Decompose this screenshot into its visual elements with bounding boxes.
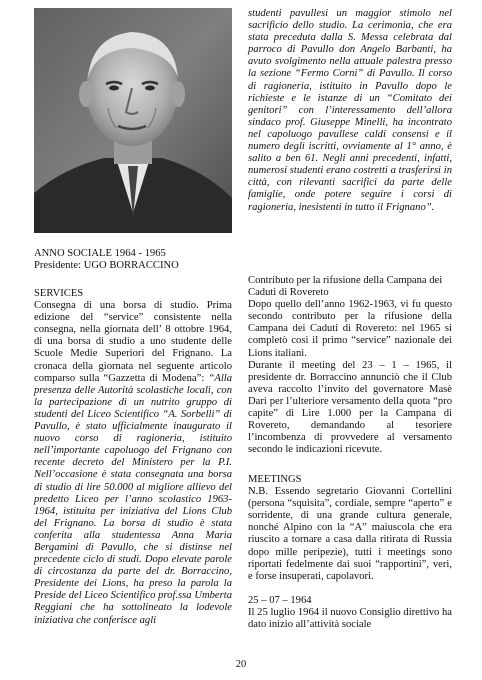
quote-continuation-text: studenti pavullesi un maggior stimolo nel sacrificio dello studio. La cerimonia, che era stata preceduta dalla S. Messa celebrata dal parroco di Pavullo don Angelo Barbanti, ha avuto svolgimento nella attuale palestra presso la sezione “Fermo Corni” di Pavullo. Il corso di ragioneria, istituito in Pavullo dopo le richieste e le istanze di un “Comitato dei genitori” con l’interessamento dell’allora sindaco prof. Giuseppe Minelli, ha incontrato nel capoluogo pavullese caldi consensi e il numero degli iscritti, ovviamente al 1° anno, è salito a ben 61. Negli anni precedenti, infatti, numerosi studenti erano costretti a trasferirsi in città, con rilevanti sacrifici da parte delle famiglie, onde potere seguire i corsi di ragioneria, inesistenti in tutto il Frignano”. xyxy=(248,8,452,213)
meetings-section xyxy=(248,474,452,631)
campana-body2: Durante il meeting del 23 – 1 – 1965, il presidente dr. Borraccino annunciò che il Club aveva raccolto l’invito del governatore Masè Dari per l’ulteriore versamento della quota “pro capite” di Lire 1.000 per la Campana di Rovereto, demandando al tesoriere l’incombenza di provvedere al versamento secondo le indicazioni ricevute. xyxy=(248,359,452,456)
services-body xyxy=(34,300,232,627)
campana-section xyxy=(248,275,452,456)
services-title: SERVICES xyxy=(34,288,84,299)
campana-body: Dopo quello dell’anno 1962-1963, vi fu questo secondo contributo per la rifusione della Campana dei Caduti di Rovereto: nel 1965 si completò così il primo “service” nazionale dei Lions italiani. xyxy=(248,299,452,359)
meetings-title: MEETINGS xyxy=(248,474,302,485)
anno-sociale-heading: ANNO SOCIALE 1964 - 1965 xyxy=(34,248,166,259)
meetings-date: 25 – 07 – 1964 xyxy=(248,594,312,606)
services-body-normal: Consegna di una borsa di studio. Prima edizione del “service” consistente nella consegna, nella giornata dell’ 8 ottobre 1964, di una borsa di studio a uno studente delle Scuole Medie Superiori del Frignano. La cronaca della giornata nel seguente articolo comparso sulla “Gazzetta di Modena”: xyxy=(34,300,232,384)
presidente-line: Presidente: UGO BORRACCINO xyxy=(34,260,179,272)
meetings-last: Il 25 luglio 1964 il nuovo Consiglio direttivo ha dato inizio all’attività sociale xyxy=(248,606,452,631)
meetings-body: N.B. Essendo segretario Giovanni Cortellini (persona “squisita”, cordiale, sempre “aperto” e sorridente, di una grande cultura generale, nonché Alpino con la “A” maiuscola che era riuscito a tornare a casa dalla ritirata di Russia dopo mille peripezie), tutti i meetings sono riportati fedelmente dai suoi “rapportini”, veri, e forse insuperati, capolavori. xyxy=(248,486,452,582)
campana-intro: Contributo per la rifusione della Campana dei Caduti di Rovereto xyxy=(248,275,443,299)
services-section xyxy=(34,288,232,627)
page-number: 20 xyxy=(235,659,247,670)
header-block xyxy=(34,248,232,272)
portrait-photo xyxy=(34,8,232,233)
quote-continuation xyxy=(248,8,452,214)
services-body-quote: “Alla presenza delle Autorità scolastiche locali, con la partecipazione di un nutrito gruppo di studenti del Liceo Scientifico “A. Sorbelli” di Pavullo, è stato ufficialmente inaugurato il nuovo corso di ragioneria, istituito nell’importante capoluogo del Frignano con recente decreto del Ministero per la P.I. Nell’occasione è stata consegnata una borsa di studio di lire 50.000 al migliore allievo del predetto Liceo per l’anno scolastico 1963-1964, istituita per iniziativa del Lions Club del Frignano. La borsa di studio è stata conferita alla studentessa Anna Maria Bergamini di Pavullo, che si distinse nel precedente ciclo di studi. Dopo elevate parole di circostanza da parte del dr. Borraccino, Presidente dei Lions, ha preso la parola la Preside del Liceo Scientifico prof.ssa Umberta Reggiani che ha sottolineato la lodevole iniziativa che conferisce agli xyxy=(34,372,232,626)
